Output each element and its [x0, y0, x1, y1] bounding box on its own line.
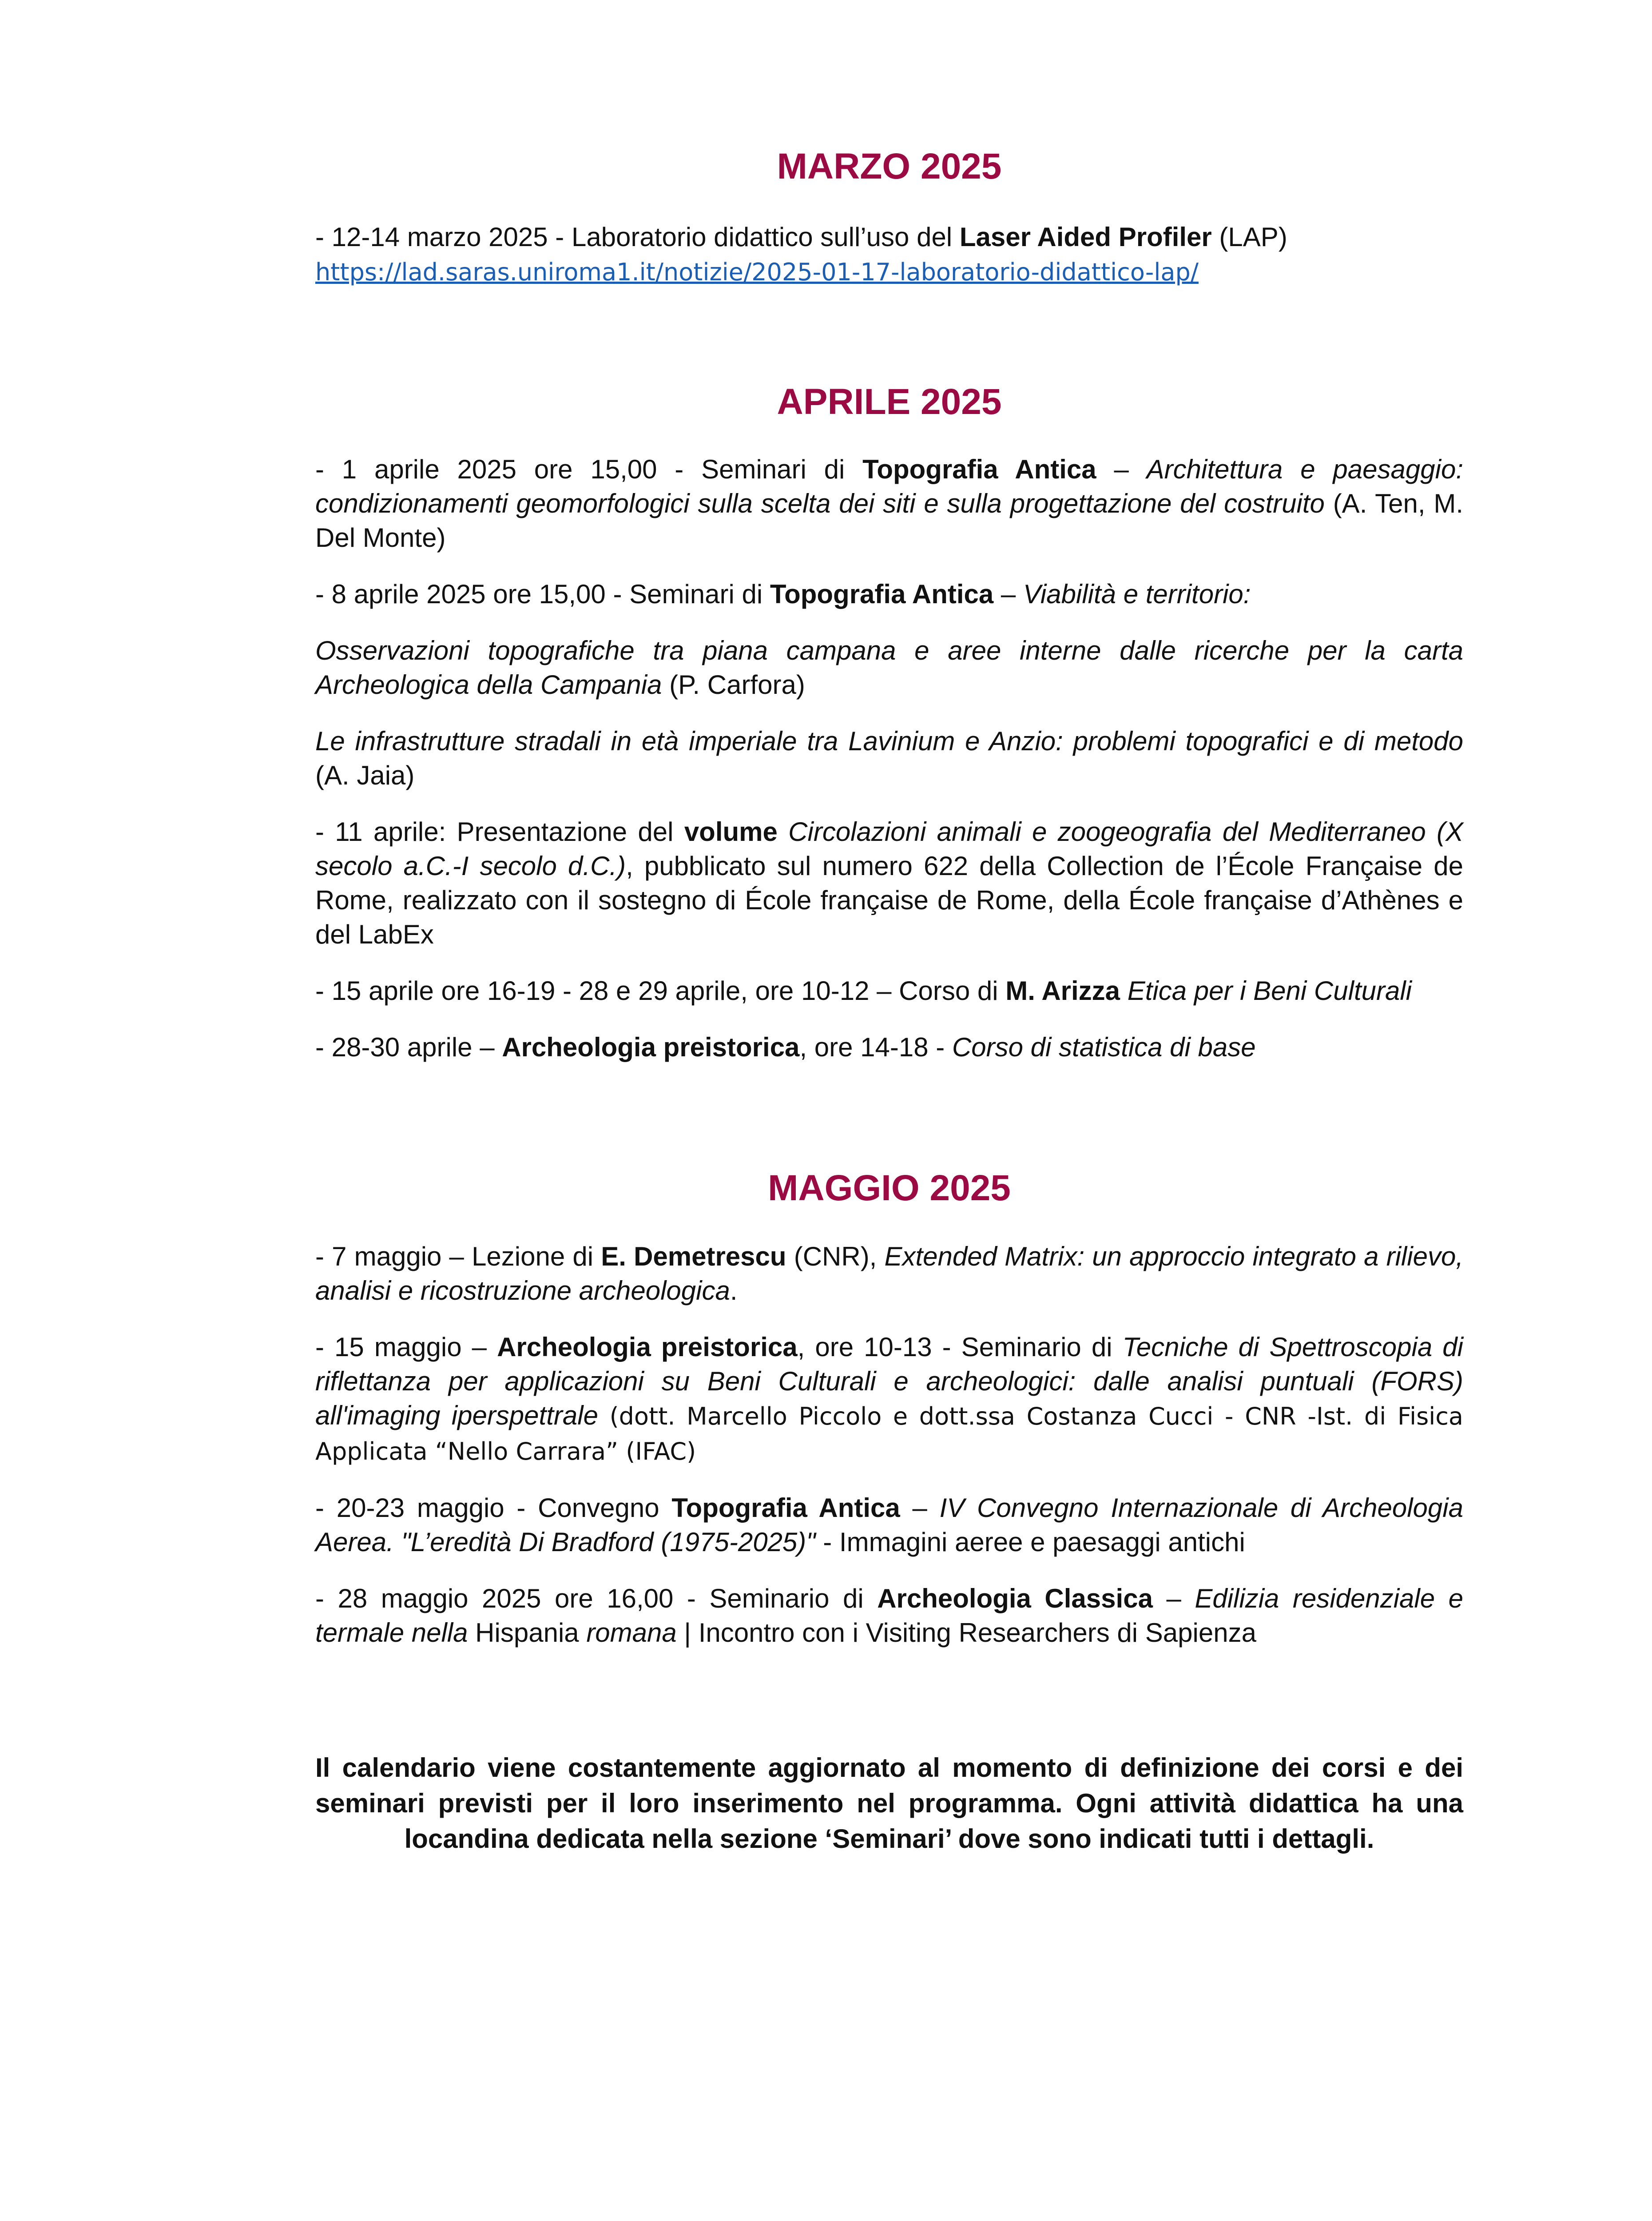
- event-title: Architettura e paesaggio: condizionamenti geomorfologici sulla scelta dei siti e sulla progettazione del costruito: [315, 454, 1463, 518]
- event-text: .: [730, 1276, 738, 1306]
- event-text: (LAP): [1211, 222, 1287, 252]
- event-item-apr1: [315, 452, 1463, 555]
- event-speakers: (P. Carfora): [662, 670, 805, 700]
- event-text: [778, 817, 788, 847]
- event-text: –: [1096, 454, 1147, 484]
- event-text: –: [900, 1493, 940, 1523]
- event-text: , ore 14-18 -: [799, 1032, 952, 1062]
- event-item-apr8: [315, 577, 1463, 611]
- event-item-may7: [315, 1239, 1463, 1308]
- event-text: –: [1152, 1584, 1195, 1613]
- event-item-apr11: [315, 815, 1463, 951]
- event-text: [1120, 976, 1128, 1006]
- event-text: - 11 aprile: Presentazione del: [315, 817, 684, 847]
- event-item-apr15: [315, 974, 1463, 1008]
- event-title: IV Convegno Internazionale di Archeologia Aerea. "L’eredità Di Bradford (1975-2025)": [315, 1493, 1463, 1557]
- event-title: Extended Matrix: un approccio integrato a rilievo, analisi e ricostruzione archeologica: [315, 1242, 1463, 1306]
- event-speakers: (dott. Marcello Piccolo e dott.ssa Costanza Cucci - CNR -Ist. di Fisica Applicata “Nello Carrara” (IFAC): [315, 1402, 1463, 1465]
- event-highlight: Archeologia Classica: [877, 1584, 1153, 1613]
- event-highlight: Archeologia preistorica: [497, 1332, 798, 1362]
- event-speakers: (A. Jaia): [315, 760, 415, 790]
- event-item-apr28: [315, 1030, 1463, 1064]
- event-text: (CNR),: [786, 1242, 885, 1271]
- event-text: - 7 maggio – Lezione di: [315, 1242, 601, 1271]
- event-title: Edilizia residenziale e termale nella: [315, 1584, 1463, 1648]
- event-highlight: Archeologia preistorica: [502, 1032, 800, 1062]
- event-text: , ore 10-13 - Seminario di: [797, 1332, 1123, 1362]
- event-highlight: M. Arizza: [1005, 976, 1120, 1006]
- event-item-may15: [315, 1330, 1463, 1469]
- event-text: - 28 maggio 2025 ore 16,00 - Seminario di: [315, 1584, 878, 1613]
- event-highlight: Topografia Antica: [671, 1493, 900, 1523]
- event-text: - 15 aprile ore 16-19 - 28 e 29 aprile, ore 10-12 – Corso di: [315, 976, 1006, 1006]
- event-highlight: E. Demetrescu: [601, 1242, 786, 1271]
- event-title: Tecniche di Spettroscopia di riflettanza per applicazioni su Beni Culturali e archeologici: dalle analisi puntuali (FORS) all'imaging iperspettrale: [315, 1332, 1463, 1430]
- event-title-plain: Hispania: [468, 1618, 587, 1648]
- event-text: , pubblicato sul numero 622 della Collection de l’École Française de Rome, realizzato con il sostegno di École française de Rome, della École française d’Athènes e del LabEx: [315, 851, 1463, 949]
- event-text: - Immagini aeree e paesaggi antichi: [815, 1527, 1245, 1557]
- event-text: –: [993, 579, 1023, 609]
- event-text: - 12-14 marzo 2025 - Laboratorio didattico sull’uso del: [315, 222, 960, 252]
- event-title: Osservazioni topografiche tra piana campana e aree interne dalle ricerche per la carta Archeologica della Campania: [315, 636, 1463, 700]
- event-text: | Incontro con i Visiting Researchers di Sapienza: [676, 1618, 1256, 1648]
- event-text: - 8 aprile 2025 ore 15,00 - Seminari di: [315, 579, 770, 609]
- section-may: [315, 1239, 1463, 1672]
- event-title: Etica per i Beni Culturali: [1127, 976, 1412, 1006]
- event-highlight: Topografia Antica: [862, 454, 1096, 484]
- section-april: [315, 452, 1463, 1087]
- event-subitem-apr8b: [315, 724, 1463, 792]
- event-title: Circolazioni animali e zoogeografia del Mediterraneo (X secolo a.C.-I secolo d.C.): [315, 817, 1464, 881]
- section-title-march: MARZO 2025: [777, 146, 1002, 187]
- event-text: - 1 aprile 2025 ore 15,00 - Seminari di: [315, 454, 863, 484]
- event-highlight: volume: [684, 817, 778, 847]
- event-highlight: Topografia Antica: [770, 579, 994, 609]
- section-title-may: MAGGIO 2025: [768, 1168, 1011, 1208]
- event-item-may20: [315, 1491, 1463, 1559]
- event-speakers: (A. Ten, M. Del Monte): [315, 489, 1464, 553]
- event-highlight: Laser Aided Profiler: [959, 222, 1212, 252]
- event-text: - 28-30 aprile –: [315, 1032, 502, 1062]
- closing-note: Il calendario viene costantemente aggiornato al momento di definizione dei corsi e dei seminari previsti per il loro inserimento nel programma. Ogni attività didattica ha una locandina dedicata nella sezione ‘Seminari’ dove sono indicati tutti i dettagli.: [315, 1753, 1463, 1854]
- event-title: Viabilità e territorio:: [1023, 579, 1251, 609]
- event-item-lap: [315, 220, 1463, 289]
- event-title: Corso di statistica di base: [952, 1032, 1256, 1062]
- section-title-april: APRILE 2025: [777, 382, 1002, 422]
- event-subitem-apr8a: [315, 633, 1463, 702]
- section-march: [315, 220, 1463, 289]
- event-text: - 20-23 maggio - Convegno: [315, 1493, 672, 1523]
- event-item-may28: [315, 1581, 1463, 1650]
- event-link[interactable]: https://lad.saras.uniroma1.it/notizie/2025-01-17-laboratorio-didattico-lap/: [315, 258, 1199, 286]
- event-text: - 15 maggio –: [315, 1332, 497, 1362]
- event-title: Le infrastrutture stradali in età imperiale tra Lavinium e Anzio: problemi topografici e di metodo: [315, 726, 1463, 756]
- event-title: romana: [586, 1618, 677, 1648]
